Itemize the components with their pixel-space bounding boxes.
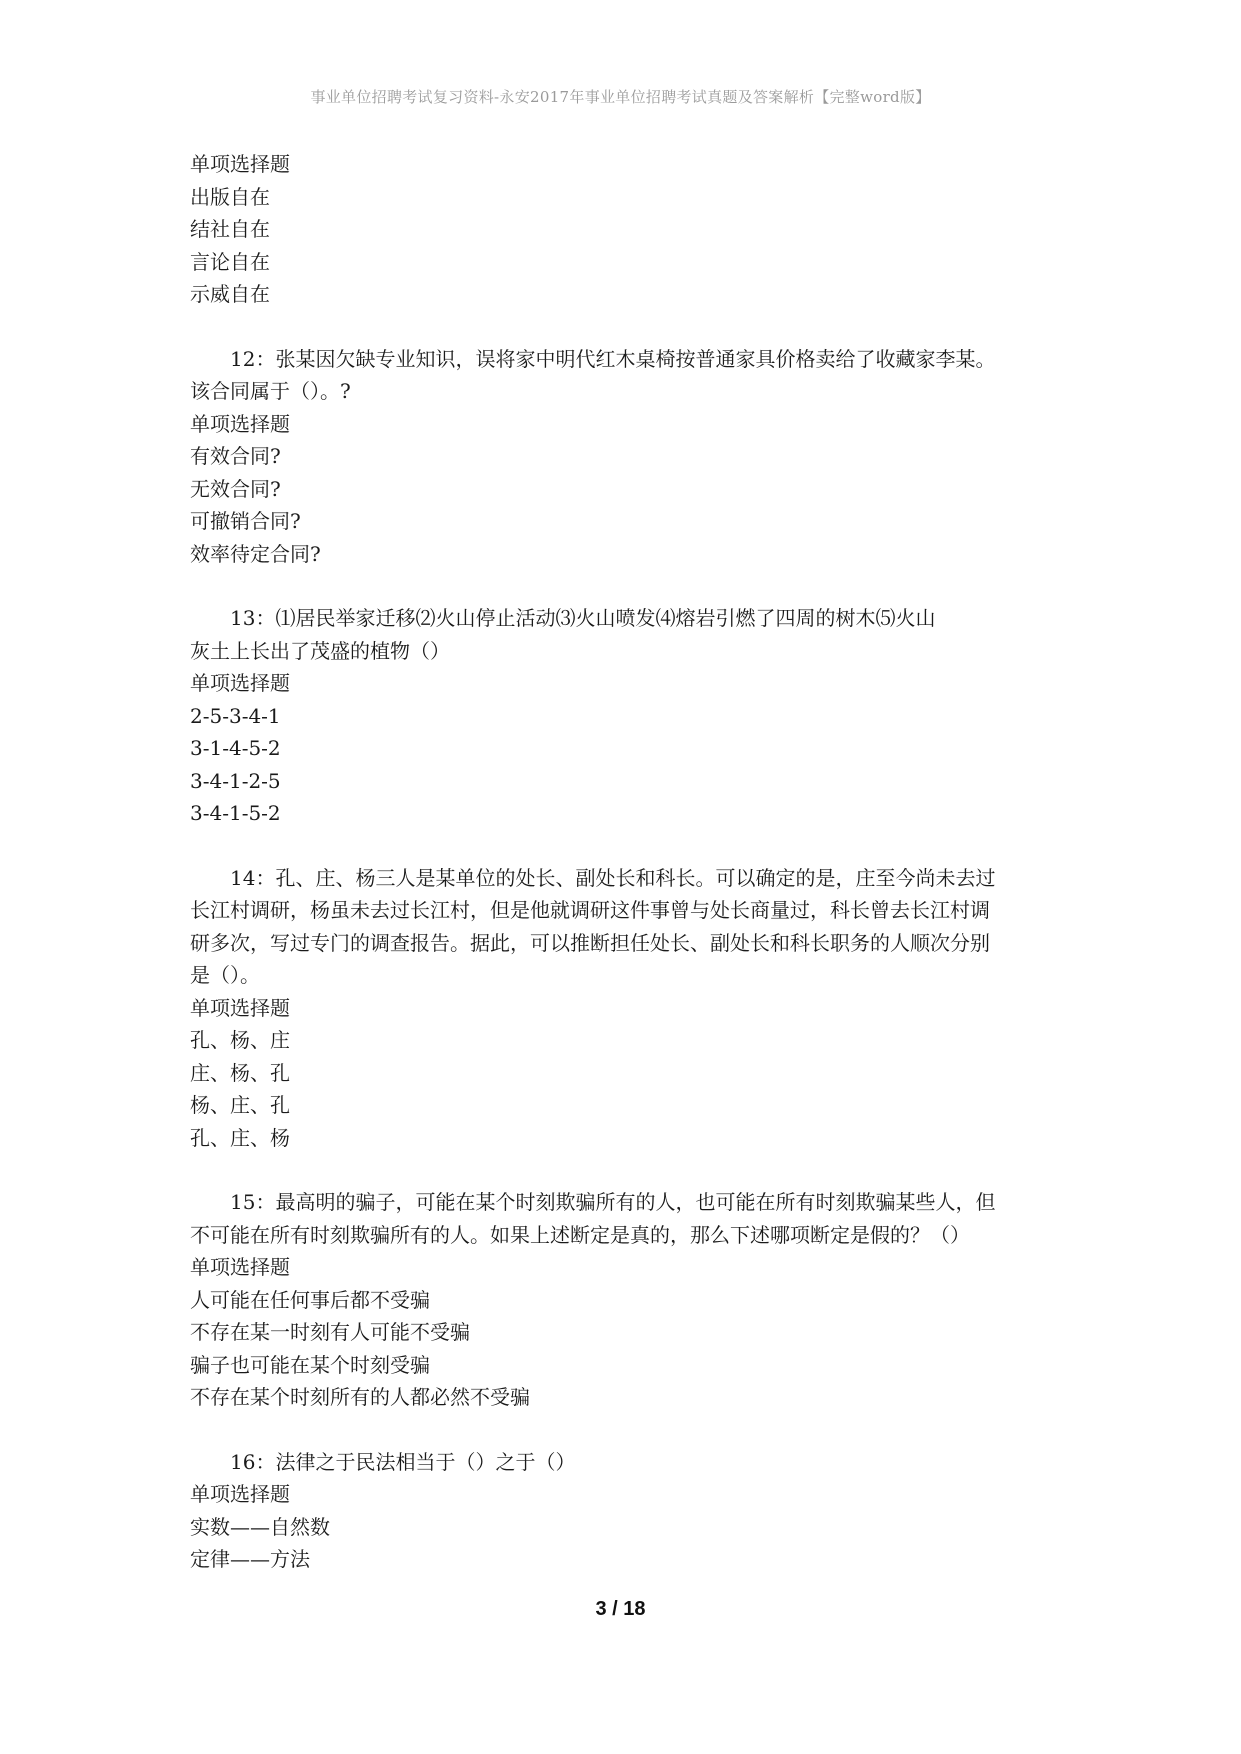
- option: 杨、庄、孔: [190, 1093, 290, 1117]
- document-body: [190, 148, 1070, 1576]
- option: 不存在某个时刻所有的人都必然不受骗: [190, 1385, 530, 1409]
- option: 3-4-1-5-2: [190, 801, 281, 825]
- option: 言论自在: [190, 249, 270, 274]
- question-stem-line: 12：张某因欠缺专业知识，误将家中明代红木桌椅按普通家具价格卖给了收藏家李某。: [230, 346, 996, 371]
- question-type-label: 单项选择题: [190, 1482, 290, 1506]
- option: 有效合同?: [190, 444, 281, 468]
- question-stem-line: 不可能在所有时刻欺骗所有的人。如果上述断定是真的，那么下述哪项断定是假的？（）: [190, 1222, 970, 1247]
- question-11-tail: [190, 148, 1070, 311]
- question-type-label: 单项选择题: [190, 671, 290, 695]
- question-stem-line: 长江村调研，杨虽未去过长江村，但是他就调研这件事曾与处长商量过，科长曾去长江村调: [190, 898, 990, 922]
- option: 庄、杨、孔: [190, 1060, 290, 1085]
- question-16: [190, 1446, 1070, 1576]
- option: 定律——方法: [190, 1547, 310, 1571]
- question-14: [190, 862, 1070, 1155]
- question-type-label: 单项选择题: [190, 152, 290, 176]
- option: 3-1-4-5-2: [190, 736, 281, 760]
- option: 实数——自然数: [190, 1514, 330, 1539]
- question-13: [190, 602, 1070, 830]
- question-stem-line: 14：孔、庄、杨三人是某单位的处长、副处长和科长。可以确定的是，庄至今尚未去过: [230, 865, 996, 890]
- option: 可撤销合同?: [190, 509, 301, 533]
- question-stem-line: 16：法律之于民法相当于（）之于（）: [230, 1449, 576, 1474]
- option: 效率待定合同?: [190, 541, 321, 566]
- option: 骗子也可能在某个时刻受骗: [190, 1352, 430, 1377]
- option: 无效合同?: [190, 476, 281, 501]
- question-12: [190, 343, 1070, 571]
- option: 示威自在: [190, 282, 270, 306]
- option: 不存在某一时刻有人可能不受骗: [190, 1320, 470, 1344]
- question-stem-line: 13：⑴居民举家迁移⑵火山停止活动⑶火山喷发⑷熔岩引燃了四周的树木⑸火山: [230, 606, 936, 630]
- option: 2-5-3-4-1: [190, 703, 281, 728]
- question-stem-line: 该合同属于（）。?: [190, 379, 351, 403]
- question-15: [190, 1186, 1070, 1414]
- question-stem-line: 研多次，写过专门的调查报告。据此，可以推断担任处长、副处长和科长职务的人顺次分别: [190, 930, 990, 955]
- question-type-label: 单项选择题: [190, 1255, 290, 1279]
- option: 孔、杨、庄: [190, 1028, 290, 1052]
- option: 人可能在任何事后都不受骗: [190, 1287, 430, 1312]
- question-stem-line: 灰土上长出了茂盛的植物（）: [190, 638, 450, 663]
- question-stem-line: 是（）。: [190, 963, 260, 987]
- page-number: 3 / 18: [595, 1598, 646, 1620]
- page-header: 事业单位招聘考试复习资料-永安2017年事业单位招聘考试真题及答案解析【完整word版】: [310, 88, 931, 106]
- option: 结社自在: [190, 217, 270, 241]
- option: 出版自在: [190, 184, 270, 209]
- question-type-label: 单项选择题: [190, 995, 290, 1020]
- option: 3-4-1-2-5: [190, 768, 281, 793]
- option: 孔、庄、杨: [190, 1125, 290, 1150]
- question-stem-line: 15：最高明的骗子，可能在某个时刻欺骗所有的人，也可能在所有时刻欺骗某些人，但: [230, 1190, 996, 1214]
- question-type-label: 单项选择题: [190, 411, 290, 436]
